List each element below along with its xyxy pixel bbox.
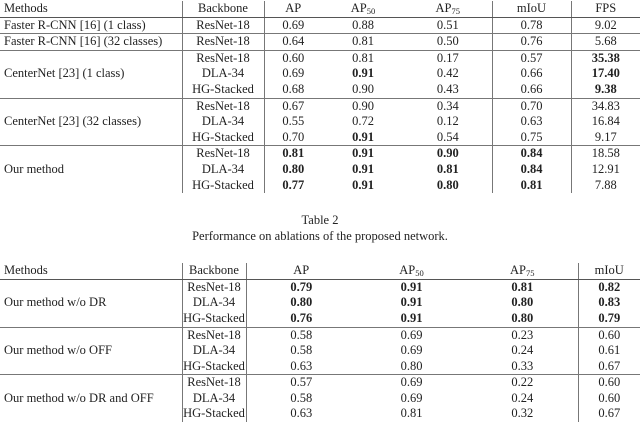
ap75-cell: 0.80 [436, 177, 459, 192]
backbone-cell: HG-Stacked [182, 311, 246, 327]
ap-cell: 0.60 [264, 50, 322, 66]
ap50-cell: 0.69 [400, 390, 423, 405]
fps-cell: 35.38 [571, 50, 640, 66]
ap75-cell: 0.23 [467, 327, 578, 343]
caption-label: Table 2 [301, 213, 339, 228]
backbone-cell: ResNet-18 [182, 279, 246, 295]
ap75-cell: 0.22 [467, 375, 578, 391]
ap-cell: 0.69 [264, 17, 322, 34]
table-row [0, 375, 640, 391]
header-ap: AP [246, 263, 356, 279]
ap75-cell: 0.24 [511, 390, 534, 405]
method-cell: CenterNet [23] (1 class) [0, 50, 182, 98]
ap75-cell: 0.42 [436, 66, 459, 81]
table1-body [0, 17, 640, 193]
table-row [0, 98, 640, 114]
miou-cell: 0.82 [578, 279, 640, 295]
table1-header-row [0, 1, 640, 17]
miou-cell: 0.84 [492, 162, 571, 178]
ap75-cell: 0.17 [404, 50, 492, 66]
ap-cell: 0.58 [246, 391, 356, 407]
ap75-cell: 0.24 [511, 343, 534, 358]
header-backbone: Backbone [182, 1, 264, 17]
miou-cell: 0.84 [492, 146, 571, 162]
ap50-cell: 0.91 [400, 295, 423, 310]
header-methods: Methods [0, 1, 182, 17]
ap-cell: 0.70 [264, 130, 322, 146]
backbone-cell: ResNet-18 [182, 98, 264, 114]
ap50-cell: 0.81 [322, 50, 404, 66]
ablation-table [0, 263, 640, 422]
fps-cell: 16.84 [571, 114, 640, 130]
comparison-table [0, 1, 640, 193]
miou-cell: 0.60 [578, 391, 640, 407]
ap-cell: 0.63 [246, 359, 356, 375]
header-ap75: $AP_{75}$ [404, 1, 492, 17]
miou-cell: 0.67 [578, 406, 640, 422]
ap50-cell: 0.69 [356, 375, 467, 391]
miou-cell: 0.60 [578, 327, 640, 343]
method-cell: Our method [0, 146, 182, 193]
fps-cell: 34.83 [571, 98, 640, 114]
ap75-cell: 0.32 [511, 406, 534, 421]
ap50-cell: 0.81 [322, 34, 404, 51]
miou-cell: 0.70 [492, 98, 571, 114]
header-ap: AP [264, 1, 322, 17]
header-ap50: $AP_{50}$ [322, 1, 404, 17]
header-fps: FPS [571, 1, 640, 17]
ap50-cell: 0.69 [356, 327, 467, 343]
miou-cell: 0.78 [492, 17, 571, 34]
table-row [0, 327, 640, 343]
header-backbone: Backbone [182, 263, 246, 279]
miou-cell: 0.66 [492, 82, 571, 98]
method-cell: Our method w/o DR and OFF [0, 375, 182, 422]
ap-cell: 0.57 [246, 375, 356, 391]
ap50-cell: 0.90 [322, 98, 404, 114]
method-cell: Faster R-CNN [16] (1 class) [0, 17, 182, 34]
ap50-cell: 0.91 [352, 66, 374, 81]
method-cell: Faster R-CNN [16] (32 classes) [0, 34, 182, 51]
backbone-cell: DLA-34 [182, 343, 246, 359]
ap75-cell: 0.81 [467, 279, 578, 295]
backbone-cell: DLA-34 [182, 66, 264, 82]
ap75-cell: 0.33 [511, 358, 534, 373]
table2-header-row [0, 263, 640, 279]
ap50-cell: 0.91 [356, 279, 467, 295]
ap75-cell: 0.34 [404, 98, 492, 114]
miou-cell: 0.81 [492, 178, 571, 194]
ap50-cell: 0.91 [322, 146, 404, 162]
miou-cell: 0.57 [492, 50, 571, 66]
backbone-cell: HG-Stacked [182, 82, 264, 98]
table-row [0, 34, 640, 51]
ap75-cell: 0.80 [511, 310, 534, 325]
table-row [0, 146, 640, 162]
backbone-cell: ResNet-18 [182, 146, 264, 162]
backbone-cell: ResNet-18 [182, 327, 246, 343]
ap50-cell: 0.80 [400, 358, 423, 373]
ap-cell: 0.79 [246, 279, 356, 295]
ap-cell: 0.77 [264, 178, 322, 194]
header-methods: Methods [0, 263, 182, 279]
backbone-cell: DLA-34 [182, 295, 246, 311]
ap-cell: 0.64 [264, 34, 322, 51]
ap50-cell: 0.91 [352, 129, 374, 144]
ap50-cell: 0.91 [352, 161, 374, 176]
miou-cell: 0.75 [492, 130, 571, 146]
ap50-cell: 0.91 [400, 310, 423, 325]
fps-cell: 9.17 [571, 130, 640, 146]
method-cell: Our method w/o DR [0, 279, 182, 327]
ap75-cell: 0.81 [436, 161, 459, 176]
caption-text: Performance on ablations of the proposed network. [192, 229, 448, 244]
ap75-cell: 0.80 [511, 295, 534, 310]
backbone-cell: DLA-34 [182, 162, 264, 178]
ap-cell: 0.69 [264, 66, 322, 82]
backbone-cell: HG-Stacked [183, 406, 245, 421]
fps-cell: 9.02 [571, 17, 640, 34]
ap75-cell: 0.12 [436, 114, 459, 129]
fps-cell: 12.91 [571, 162, 640, 178]
ap75-cell: 0.90 [404, 146, 492, 162]
miou-cell: 0.76 [492, 34, 571, 51]
ap75-cell: 0.51 [404, 17, 492, 34]
method-cell: CenterNet [23] (32 classes) [0, 98, 182, 146]
ap50-cell: 0.91 [352, 177, 374, 192]
miou-cell: 0.61 [578, 343, 640, 359]
table2-body [0, 279, 640, 422]
table-row [0, 17, 640, 34]
backbone-cell: HG-Stacked [182, 359, 246, 375]
fps-cell: 9.38 [571, 82, 640, 98]
ap50-cell: 0.88 [322, 17, 404, 34]
backbone-cell: ResNet-18 [182, 34, 264, 51]
ap-cell: 0.63 [246, 406, 356, 422]
header-miou: mIoU [492, 1, 571, 17]
ap-cell: 0.67 [264, 98, 322, 114]
ap-cell: 0.68 [264, 82, 322, 98]
header-ap75: $AP_{75}$ [467, 263, 578, 279]
header-ap50: $AP_{50}$ [356, 263, 467, 279]
backbone-cell: HG-Stacked [182, 178, 264, 194]
fps-cell: 17.40 [571, 66, 640, 82]
ap-cell: 0.80 [246, 295, 356, 311]
ap-cell: 0.55 [264, 114, 322, 130]
miou-cell: 0.66 [492, 66, 571, 82]
ap50-cell: 0.81 [400, 406, 423, 421]
method-cell: Our method w/o OFF [0, 327, 182, 375]
ap50-cell: 0.69 [400, 343, 423, 358]
ap50-cell: 0.72 [352, 114, 374, 129]
backbone-cell: HG-Stacked [182, 130, 264, 146]
backbone-cell: ResNet-18 [182, 50, 264, 66]
fps-cell: 5.68 [571, 34, 640, 51]
ap-cell: 0.76 [246, 311, 356, 327]
ap50-cell: 0.90 [352, 81, 374, 96]
header-miou: mIoU [578, 263, 640, 279]
miou-cell: 0.83 [578, 295, 640, 311]
backbone-cell: DLA-34 [182, 114, 264, 130]
backbone-cell: ResNet-18 [182, 375, 246, 391]
miou-cell: 0.60 [578, 375, 640, 391]
ap-cell: 0.80 [264, 162, 322, 178]
ap-cell: 0.58 [246, 327, 356, 343]
ap75-cell: 0.43 [436, 81, 459, 96]
ap75-cell: 0.54 [436, 129, 459, 144]
miou-cell: 0.79 [578, 311, 640, 327]
fps-cell: 18.58 [571, 146, 640, 162]
table-row [0, 50, 640, 66]
backbone-cell: DLA-34 [182, 391, 246, 407]
miou-cell: 0.67 [578, 359, 640, 375]
table-caption [0, 212, 640, 244]
fps-cell: 7.88 [571, 178, 640, 194]
table-row [0, 279, 640, 295]
miou-cell: 0.63 [492, 114, 571, 130]
ap75-cell: 0.50 [404, 34, 492, 51]
ap-cell: 0.81 [264, 146, 322, 162]
backbone-cell: ResNet-18 [182, 17, 264, 34]
ap-cell: 0.58 [246, 343, 356, 359]
